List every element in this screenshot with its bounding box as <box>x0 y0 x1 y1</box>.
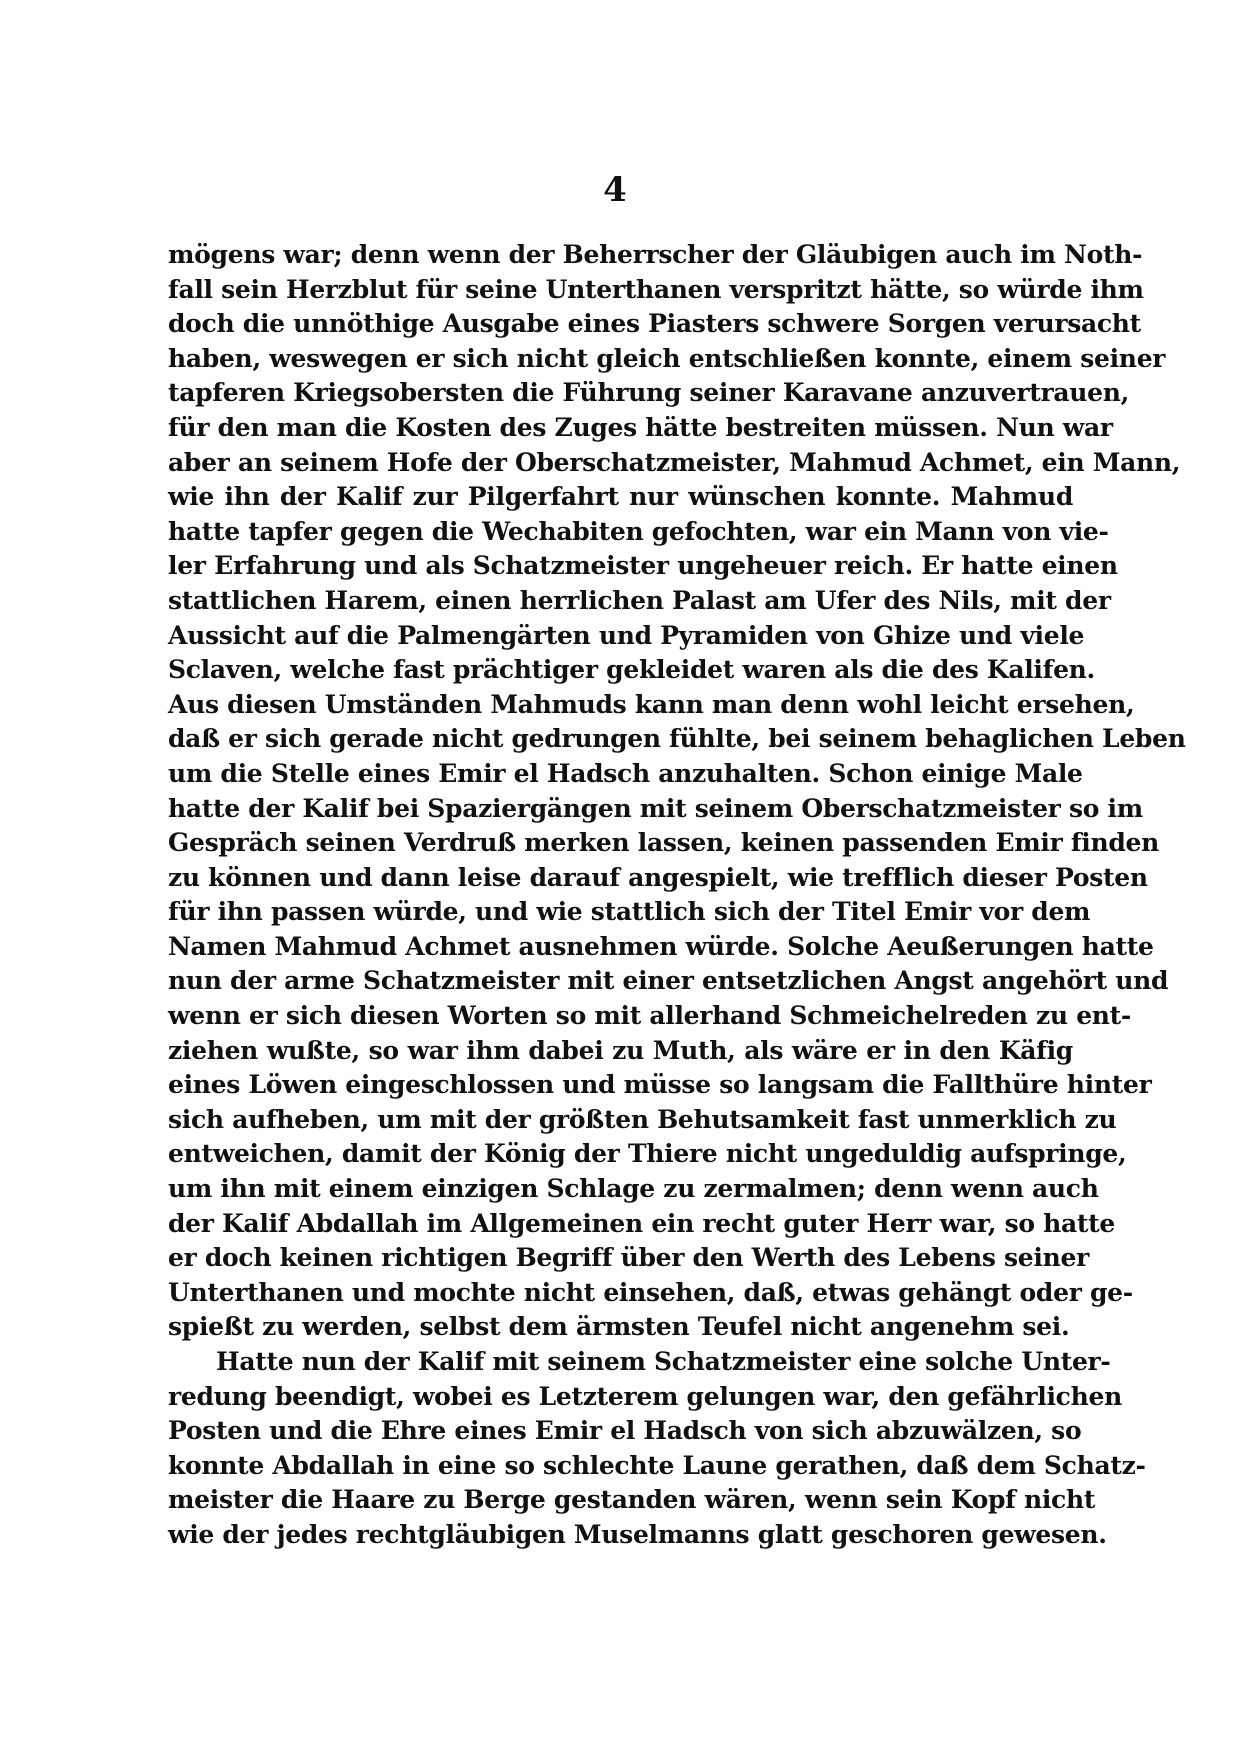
text-line: doch die unnöthige Ausgabe eines Piasters schwere Sorgen verursacht <box>168 309 1141 339</box>
text-line: Namen Mahmud Achmet ausnehmen würde. Solche Aeußerungen hatte <box>168 931 1154 961</box>
text-line: konnte Abdallah in eine so schlechte Laune gerathen, daß dem Schatz- <box>168 1450 1146 1480</box>
text-line: aber an seinem Hofe der Oberschatzmeister, Mahmud Achmet, ein Mann, <box>168 447 1181 477</box>
text-line: sich aufheben, um mit der größten Behutsamkeit fast unmerklich zu <box>168 1104 1117 1134</box>
text-line: daß er sich gerade nicht gedrungen fühlte, bei seinem behaglichen Leben <box>168 724 1186 754</box>
text-line: Posten und die Ehre eines Emir el Hadsch von sich abzuwälzen, so <box>168 1416 1082 1446</box>
text-line: wie der jedes rechtgläubigen Muselmanns glatt geschoren gewesen. <box>168 1519 1107 1549</box>
text-line: ziehen wußte, so war ihm dabei zu Muth, als wäre er in den Käfig <box>168 1035 1073 1065</box>
text-line: eines Löwen eingeschlossen und müsse so langsam die Fallthüre hinter <box>168 1070 1152 1100</box>
text-line: meister die Haare zu Berge gestanden wären, wenn sein Kopf nicht <box>168 1485 1096 1515</box>
text-line: Aus diesen Umständen Mahmuds kann man denn wohl leicht ersehen, <box>168 689 1135 719</box>
text-line: nun der arme Schatzmeister mit einer entsetzlichen Angst angehört und <box>168 966 1169 996</box>
text-line: der Kalif Abdallah im Allgemeinen ein recht guter Herr war, so hatte <box>168 1208 1115 1238</box>
text-line: ler Erfahrung und als Schatzmeister ungeheuer reich. Er hatte einen <box>168 551 1118 581</box>
text-line: hatte tapfer gegen die Wechabiten gefochten, war ein Mann von vie- <box>168 516 1109 546</box>
text-line: fall sein Herzblut für seine Unterthanen verspritzt hätte, so würde ihm <box>168 274 1144 304</box>
text-line: zu können und dann leise darauf angespielt, wie trefflich dieser Posten <box>168 862 1148 892</box>
page-number: 4 <box>603 170 627 210</box>
text-line: um ihn mit einem einzigen Schlage zu zermalmen; denn wenn auch <box>168 1174 1099 1204</box>
text-line: Unterthanen und mochte nicht einsehen, daß, etwas gehängt oder ge- <box>168 1277 1133 1307</box>
text-line: spießt zu werden, selbst dem ärmsten Teufel nicht angenehm sei. <box>168 1312 1070 1342</box>
text-line: um die Stelle eines Emir el Hadsch anzuhalten. Schon einige Male <box>168 758 1083 788</box>
text-line: Aussicht auf die Palmengärten und Pyramiden von Ghize und viele <box>168 620 1085 650</box>
text-line: entweichen, damit der König der Thiere nicht ungeduldig aufspringe, <box>168 1139 1127 1169</box>
text-line: Sclaven, welche fast prächtiger gekleidet waren als die des Kalifen. <box>168 655 1095 685</box>
text-line: tapferen Kriegsobersten die Führung seiner Karavane anzuvertrauen, <box>168 378 1129 408</box>
text-line: redung beendigt, wobei es Letzterem gelungen war, den gefährlichen <box>168 1381 1122 1411</box>
body-text <box>168 238 1186 1553</box>
text-line: mögens war; denn wenn der Beherrscher der Gläubigen auch im Noth- <box>168 240 1143 269</box>
text-line: er doch keinen richtigen Begriff über den Werth des Lebens seiner <box>168 1243 1089 1273</box>
text-line: wenn er sich diesen Worten so mit allerhand Schmeichelreden zu ent- <box>168 1001 1131 1031</box>
text-line: Hatte nun der Kalif mit seinem Schatzmeister eine solche Unter- <box>216 1347 1111 1376</box>
text-line: für ihn passen würde, und wie stattlich sich der Titel Emir vor dem <box>168 897 1091 927</box>
text-line: wie ihn der Kalif zur Pilgerfahrt nur wünschen konnte. Mahmud <box>168 482 1073 512</box>
text-line: für den man die Kosten des Zuges hätte bestreiten müssen. Nun war <box>168 412 1113 442</box>
text-line: stattlichen Harem, einen herrlichen Palast am Ufer des Nils, mit der <box>168 585 1111 615</box>
text-line: hatte der Kalif bei Spaziergängen mit seinem Oberschatzmeister so im <box>168 793 1143 823</box>
text-line: Gespräch seinen Verdruß merken lassen, keinen passenden Emir finden <box>168 828 1160 858</box>
text-line: haben, weswegen er sich nicht gleich entschließen konnte, einem seiner <box>168 343 1166 373</box>
